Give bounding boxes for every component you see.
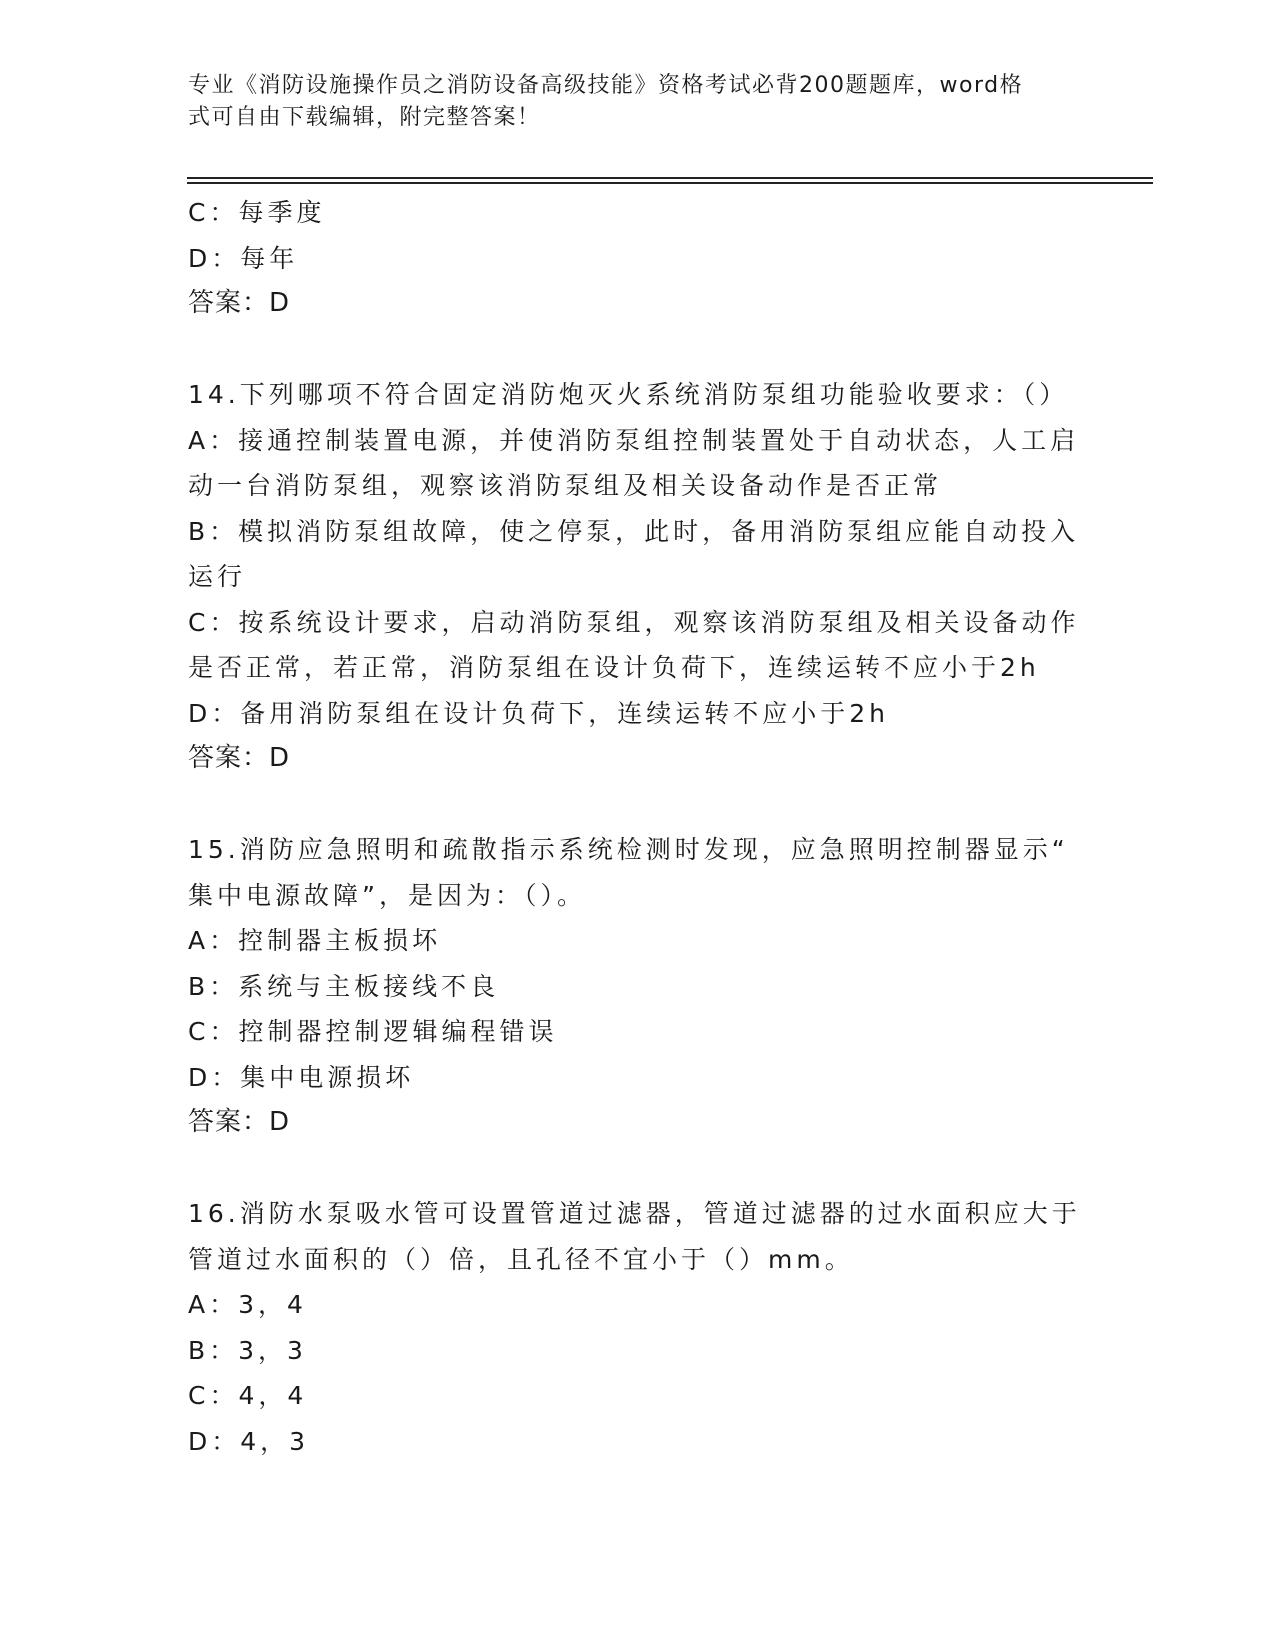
option-b: B：3，3 [188, 1335, 307, 1365]
document-header [188, 70, 1068, 134]
spacer [188, 782, 1088, 828]
header-divider-bottom [187, 182, 1153, 184]
answer-line: 答案：D [188, 743, 291, 773]
header-divider-top [187, 177, 1153, 179]
option-b-continued: 运行 [188, 562, 247, 591]
question-15 [188, 827, 1088, 1146]
question-stem-continued: 集中电源故障”，是因为：（）。 [188, 880, 586, 910]
question-stem: 16.消防水泵吸水管可设置管道过滤器，管道过滤器的过水面积应大于 [188, 1199, 1081, 1228]
option-d: D：备用消防泵组在设计负荷下，连续运转不应小于2h [188, 698, 890, 728]
question-14 [188, 372, 1088, 782]
spacer [188, 327, 1088, 373]
option-b: B：系统与主板接线不良 [188, 971, 500, 1001]
option-a: A：接通控制装置电源，并使消防泵组控制装置处于自动状态，人工启 [188, 425, 1080, 455]
spacer [188, 1146, 1088, 1192]
question-stem: 15.消防应急照明和疏散指示系统检测时发现，应急照明控制器显示“ [188, 835, 1069, 864]
question-16 [188, 1191, 1088, 1464]
option-c: C：4，4 [188, 1381, 308, 1410]
question-stem-continued: 管道过水面积的（）倍，且孔径不宜小于（）mm。 [188, 1244, 854, 1274]
option-d: D：集中电源损坏 [188, 1062, 415, 1092]
answer-line: 答案：D [188, 288, 291, 318]
question-list [188, 190, 1088, 1464]
option-d: D：每年 [188, 243, 299, 273]
option-a: A：控制器主板损坏 [188, 926, 442, 955]
header-title-line-1: 专业《消防设施操作员之消防设备高级技能》资格考试必背200题题库，word格 [188, 73, 1024, 98]
option-c: C：按系统设计要求，启动消防泵组，观察该消防泵组及相关设备动作 [188, 607, 1080, 637]
option-d: D：4，3 [188, 1426, 310, 1456]
question-13 [188, 190, 1088, 327]
option-c: C：控制器控制逻辑编程错误 [188, 1017, 558, 1046]
option-a: A：3，4 [188, 1290, 307, 1319]
header-title-line-2: 式可自由下载编辑，附完整答案！ [188, 105, 541, 130]
answer-line: 答案：D [188, 1107, 291, 1137]
option-a-continued: 动一台消防泵组，观察该消防泵组及相关设备动作是否正常 [188, 471, 943, 500]
option-c-continued: 是否正常，若正常，消防泵组在设计负荷下，连续运转不应小于2h [188, 653, 1040, 682]
option-b: B：模拟消防泵组故障，使之停泵，此时，备用消防泵组应能自动投入 [188, 516, 1080, 546]
option-c: C：每季度 [188, 198, 326, 227]
question-stem: 14.下列哪项不符合固定消防炮灭火系统消防泵组功能验收要求：（） [188, 380, 1069, 409]
